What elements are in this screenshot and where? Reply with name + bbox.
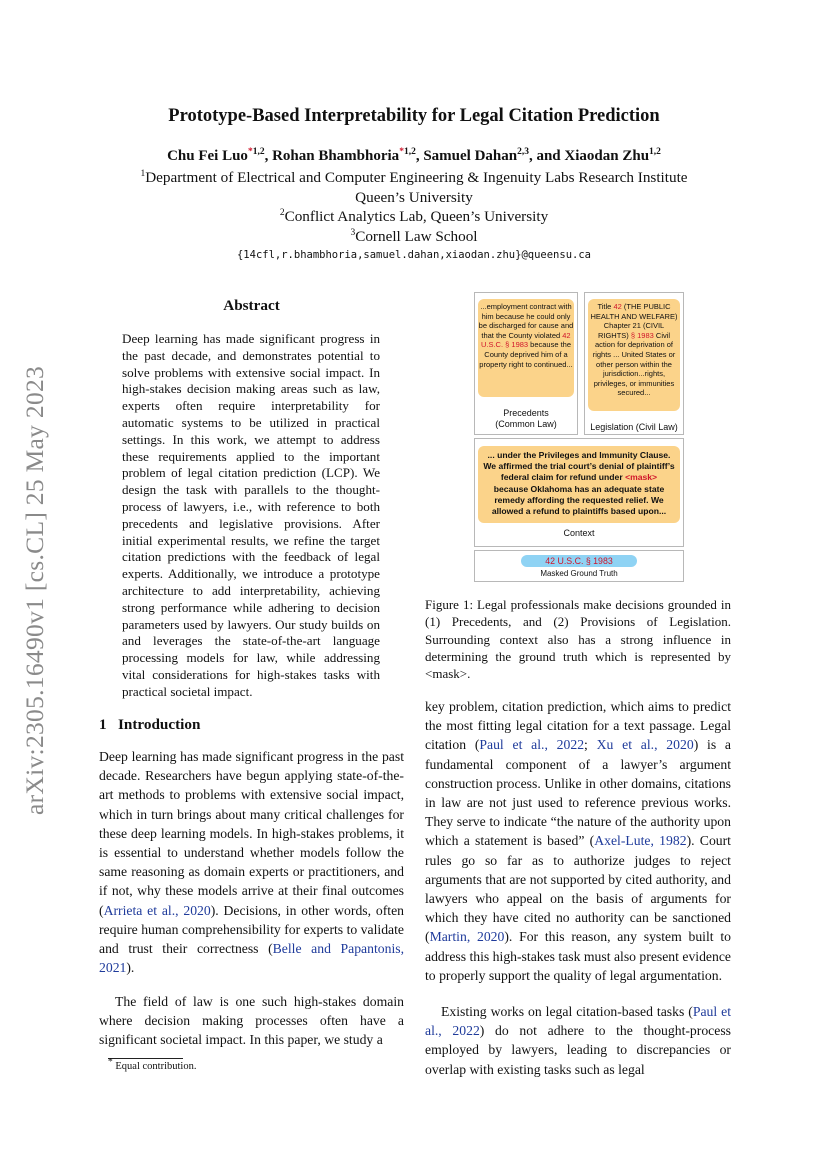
abstract-text: Deep learning has made significant progress in the past decade, and demonstrates potential to solve problems with extensive social impact. In high-stakes decision making areas such as law, experts often require interpretability for automatic systems to be utilized in practical settings. In this work, we attempt to address these requirements applied to the important problem of legal citation prediction (LCP). We design the task with parallels to the thought-process of lawyers, i.e., with reference to both precedents and legislative provisions. After initial experimental results, we refine the target citation predictions with the feedback of legal experts. Additionally, we introduce a prototype architecture to add interpretability, achieving strong performance while adhering to decision parameters used by lawyers. Our study builds on and leverages the state-of-the-art language processing models for law, while addressing vital considerations for high-stakes tasks with practical societal impact. xyxy=(122,331,380,699)
context-label: Context xyxy=(563,528,595,538)
legislation-card: Title 42 (THE PUBLIC HEALTH AND WELFARE) Chapter 21 (CIVIL RIGHTS) § 1983 Civil action for deprivation of rights ... United States or other person within the jurisdiction...rights, privileges, or immunities secured... xyxy=(588,299,680,411)
citation-link[interactable]: Belle and Papantonis, 2021 xyxy=(99,941,404,976)
figure-caption: Figure 1: Legal professionals make decisions grounded in (1) Precedents, and (2) Provisions of Legislation. Surrounding context also has a strong influence in determining the ground truth which is represented by <mask>. xyxy=(425,597,731,682)
precedents-label: Precedents (Common Law) xyxy=(495,408,557,429)
citation-link[interactable]: Axel-Lute, 1982 xyxy=(594,833,687,849)
right-paragraph-2: Existing works on legal citation-based tasks (Paul et al., 2022) do not adhere to the thought-process employed by lawyers, leading to discrepancies or overlap with existing tasks such as legal xyxy=(425,1004,731,1077)
affiliation: $^1$Department of Electrical and Computer Engineering & Ingenuity Labs Research Institute xyxy=(140,168,688,186)
abstract-heading: Abstract xyxy=(223,297,280,314)
footnote: * Equal contribution. xyxy=(108,1057,197,1072)
figure-1 xyxy=(474,292,683,582)
affiliation: Queen’s University xyxy=(355,189,473,206)
affiliation: $^2$Conflict Analytics Lab, Queen’s University xyxy=(279,207,549,225)
author-name: Xiaodan Zhu xyxy=(564,148,650,164)
paper-title: Prototype-Based Interpretability for Legal Citation Prediction xyxy=(168,106,660,126)
intro-paragraph-2: The field of law is one such high-stakes domain where decision making processes often have a significant societal impact. In this paper, we study a xyxy=(99,994,404,1048)
citation-link[interactable]: Arrieta et al., 2020 xyxy=(103,902,211,918)
citation-link[interactable]: Xu et al., 2020 xyxy=(596,737,694,753)
context-box xyxy=(474,438,684,547)
author-name: Samuel Dahan xyxy=(423,148,518,164)
citation-link[interactable]: Martin, 2020 xyxy=(429,929,505,945)
author-name: Chu Fei Luo xyxy=(167,148,248,164)
author-name: Rohan Bhambhoria xyxy=(272,148,400,164)
ground-truth-label: Masked Ground Truth xyxy=(540,569,618,578)
intro-paragraph-1: Deep learning has made significant progress in the past decade. Researchers have begun applying state-of-the-art methods to problems with extensive social impact, which in turn brings about many critical challenges for these deep learning models. In high-stakes problems, it is essential to understand whether models follow the same reasoning as domain experts or practitioners, and if not, why these models arrive at their final outcomes (Arrieta et al., 2020). Decisions, in other words, often require human comprehensibility for experts to validate and trust their correctness (Belle and Papantonis, 2021). xyxy=(99,749,404,976)
precedents-box xyxy=(474,292,578,435)
legislation-label: Legislation (Civil Law) xyxy=(590,422,678,432)
arxiv-side-label: arXiv:2305.16490v1 [cs.CL] 25 May 2023 xyxy=(20,365,49,815)
right-paragraph-1: key problem, citation prediction, which aims to predict the most fitting legal citation for a text passage. Legal citation (Paul et al., 2022; Xu et al., 2020) is a fundamental component of a lawyer’s argument construction process. Unlike in other domains, citations in law are not just used to reference previous works. They serve to indicate “the nature of the authority upon which a statement is based” (Axel-Lute, 1982). Court rules go so far as to authorize judges to reject arguments that are not supported by cited authority, and lawyers who appeal on the basis of arguments for which they have cited no authority can be sanctioned (Martin, 2020). For this reason, any system built to address this high-stakes task must also present evidence to properly support the quality of legal argumentation. xyxy=(425,699,732,983)
ground-truth-box xyxy=(474,550,684,582)
author-list: Chu Fei Luo$^{*1,2}$, Rohan Bhambhoria$^{*1,2}$, Samuel Dahan$^{2,3}$, and Xiaodan Zhu$^{1,2}$ xyxy=(167,147,661,164)
author-emails: {14cfl,r.bhambhoria,samuel.dahan,xiaodan.zhu}@queensu.ca xyxy=(236,249,591,261)
citation-link[interactable]: Paul et al., 2022 xyxy=(479,737,585,753)
footnote-rule xyxy=(108,1058,183,1059)
citation-link[interactable]: Paul et al., 2022 xyxy=(425,1004,731,1039)
section-heading: 1 Introduction xyxy=(99,716,201,733)
ground-truth-pill: 42 U.S.C. § 1983 xyxy=(521,555,637,567)
legislation-box xyxy=(584,292,684,435)
context-card: ... under the Privileges and Immunity Clause. We affirmed the trial court’s denial of plaintiff’s federal claim for refund under <mask> because Oklahoma has an adequate state remedy affording the requested relief. We allowed a refund to plaintiffs based upon... xyxy=(478,446,680,523)
precedent-card: ...employment contract with him because he could only be discharged for cause and that the County violated 42 U.S.C. § 1983 because the County deprived him of a property right to continued... xyxy=(478,299,574,397)
affiliation: $^3$Cornell Law School xyxy=(350,227,478,245)
